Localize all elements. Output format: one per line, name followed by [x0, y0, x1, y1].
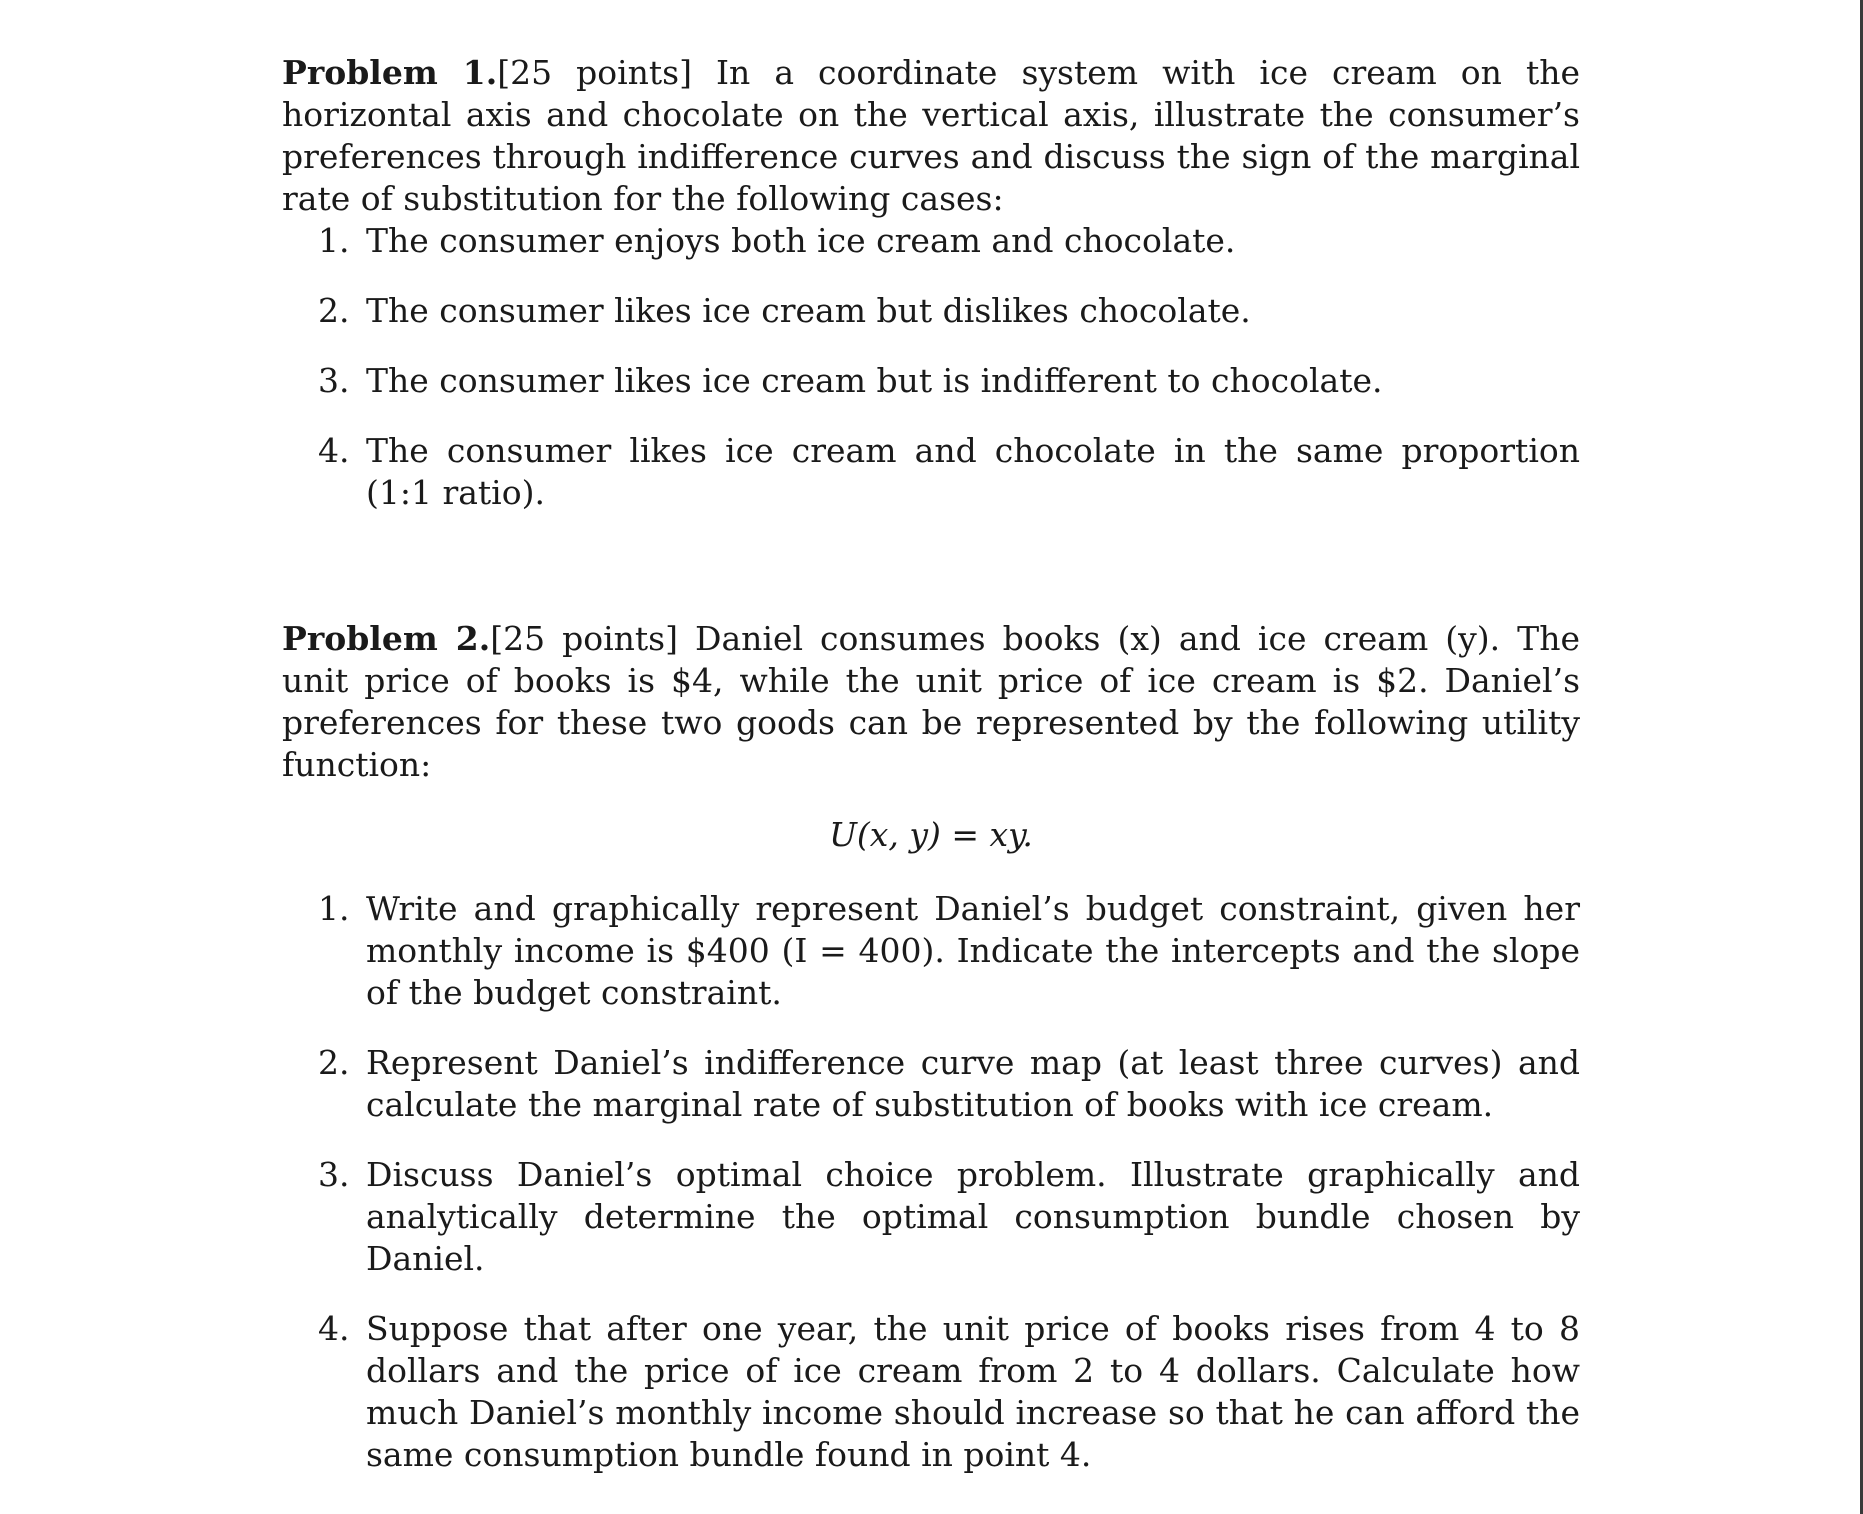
- problem-1-statement: [282, 52, 1580, 220]
- item-number: 2.: [318, 1043, 350, 1082]
- item-text: The consumer likes ice cream but dislikes chocolate.: [366, 291, 1251, 330]
- list-item: [282, 430, 1580, 514]
- problem-1-points: [25 points]: [497, 53, 692, 92]
- list-item: [282, 290, 1580, 332]
- item-text: Suppose that after one year, the unit price of books rises from 4 to 8 dollars and the price of ice cream from 2 to 4 dollars. Calculate how much Daniel’s monthly income should increase so that he can afford the same consumption bundle found in point 4.: [366, 1309, 1580, 1474]
- problem-1-list: [282, 220, 1580, 514]
- item-number: 1.: [318, 221, 350, 260]
- list-item: [282, 888, 1580, 1014]
- item-text: Discuss Daniel’s optimal choice problem. Illustrate graphically and analytically determine the optimal consumption bundle chosen by Daniel.: [366, 1155, 1580, 1278]
- problem-2-points: [25 points]: [490, 619, 678, 658]
- list-item: [282, 1308, 1580, 1476]
- problem-1-title: Problem 1.: [282, 53, 498, 92]
- list-item: [282, 1042, 1580, 1126]
- item-text: The consumer enjoys both ice cream and chocolate.: [366, 221, 1236, 260]
- item-text: Represent Daniel’s indifference curve map (at least three curves) and calculate the marginal rate of substitution of books with ice cream.: [366, 1043, 1580, 1124]
- problem-2-statement: [282, 618, 1580, 786]
- utility-function: U(x, y) = xy.: [829, 815, 1033, 854]
- problem-2-list: [282, 888, 1580, 1476]
- item-number: 2.: [318, 291, 350, 330]
- problem-1-text: In a coordinate system with ice cream on the horizontal axis and chocolate on the vertical axis, illustrate the consumer’s preferences through indifference curves and discuss the sign of the marginal rate of substitution for the following cases:: [282, 53, 1580, 218]
- problem-2: [282, 618, 1580, 1476]
- list-item: [282, 220, 1580, 262]
- item-number: 3.: [318, 1155, 350, 1194]
- item-number: 4.: [318, 1309, 350, 1348]
- problem-2-title: Problem 2.: [282, 619, 491, 658]
- list-item: [282, 1154, 1580, 1280]
- utility-equation: [282, 814, 1580, 856]
- item-number: 3.: [318, 361, 350, 400]
- item-text: Write and graphically represent Daniel’s budget constraint, given her monthly income is $400 (I = 400). Indicate the intercepts and the slope of the budget constraint.: [366, 889, 1580, 1012]
- item-text: The consumer likes ice cream but is indifferent to chocolate.: [366, 361, 1383, 400]
- item-text: The consumer likes ice cream and chocolate in the same proportion (1:1 ratio).: [366, 431, 1580, 512]
- document-body: [282, 52, 1580, 1504]
- problem-2-text: Daniel consumes books (x) and ice cream (y). The unit price of books is $4, while the unit price of ice cream is $2. Daniel’s preferences for these two goods can be represented by the following utility function:: [282, 619, 1580, 784]
- problem-1: [282, 52, 1580, 514]
- item-number: 4.: [318, 431, 350, 470]
- list-item: [282, 360, 1580, 402]
- item-number: 1.: [318, 889, 350, 928]
